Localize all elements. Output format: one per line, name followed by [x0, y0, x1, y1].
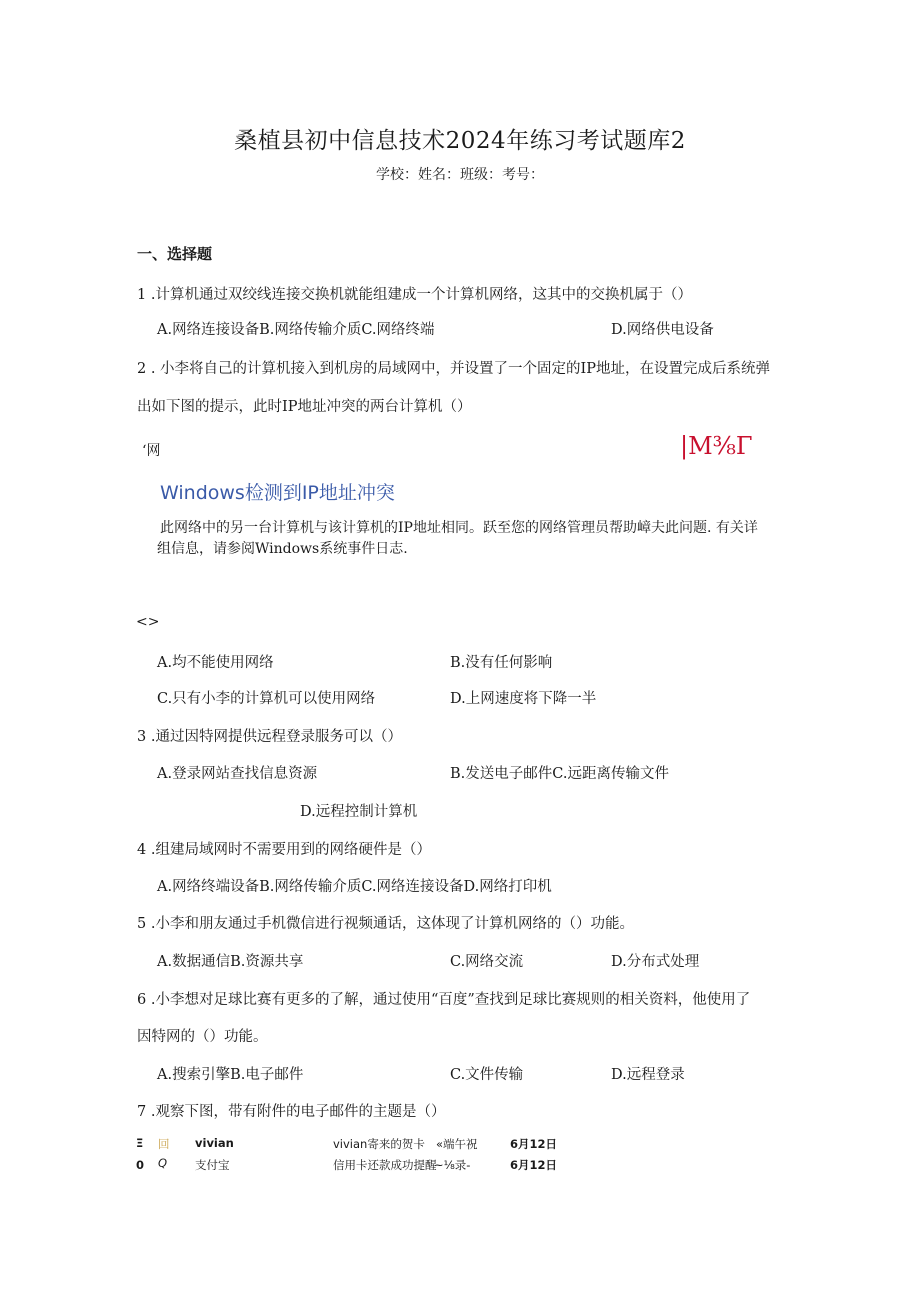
question-1-option-d: D.网络供电设备	[611, 322, 714, 338]
mail-row-2-subject: 信用卡还款成功提醒	[333, 1158, 437, 1172]
ip-conflict-body-line1: 此网络中的另一台计算机与该计算机的IP地址相同。跃至您的网络管理员帮助嶂夫此问题. 有关详	[160, 520, 758, 536]
mail-row-2-sender: 支付宝	[195, 1158, 230, 1172]
warning-mark: |M⅜Γ	[680, 432, 753, 460]
question-3-options-bc: B.发送电子邮件C.远距离传输文件	[450, 766, 669, 782]
question-5-option-d: D.分布式处理	[611, 954, 700, 970]
question-1-options-abc: A.网络连接设备B.网络传输介质C.网络终端	[157, 322, 435, 338]
question-2-option-c: C.只有小李的计算机可以使用网络	[157, 691, 376, 707]
question-5-option-c: C.网络交流	[450, 954, 524, 970]
student-info-line: 学校：姓名：班级：考号：	[376, 167, 544, 183]
question-6-stem-line1: 6 .小李想对足球比赛有更多的了解，通过使用“百度”查找到足球比赛规则的相关资料，他使用了	[137, 992, 751, 1008]
question-5-stem: 5 .小李和朋友通过手机微信进行视频通话，这体现了计算机网络的（）功能。	[137, 916, 634, 932]
question-3-option-a: A.登录网站查找信息资源	[157, 766, 318, 782]
question-5-options-ab: A.数据通信B.资源共享	[157, 954, 304, 970]
ip-conflict-heading: Windows检测到IP地址冲突	[160, 482, 395, 504]
question-6-stem-line2: 因特网的（）功能。	[137, 1029, 268, 1045]
question-6-option-d: D.远程登录	[611, 1067, 685, 1083]
mail-row-1-tag: «端午祝	[436, 1137, 478, 1151]
question-2-stem-line1: 2 . 小李将自己的计算机接入到机房的局域网中，并设置了一个固定的IP地址，在设置完成后系统弹	[137, 361, 771, 377]
question-4-options: A.网络终端设备B.网络传输介质C.网络连接设备D.网络打印机	[157, 879, 552, 895]
attachment-icon: 回	[158, 1137, 170, 1151]
question-4-stem: 4 .组建局域网时不需要用到的网络硬件是（）	[137, 842, 431, 858]
question-2-option-d: D.上网速度将下降一半	[450, 691, 597, 707]
ip-conflict-body-line2: 组信息，请参阅Windows系统事件日志.	[157, 541, 408, 557]
mail-row-1-sender: vivian	[195, 1136, 234, 1150]
network-corner-label: ‘网	[142, 443, 161, 459]
question-1-stem: 1 .计算机通过双绞线连接交换机就能组建成一个计算机网络，这其中的交换机属于（）	[137, 287, 692, 303]
mail-row-2-tag: ~⅛录-	[434, 1158, 471, 1172]
question-6-option-c: C.文件传输	[450, 1067, 524, 1083]
question-2-option-a: A.均不能使用网络	[157, 655, 274, 671]
question-7-stem: 7 .观察下图，带有附件的电子邮件的主题是（）	[137, 1104, 446, 1120]
search-icon: Q	[158, 1156, 168, 1170]
arrows-icon: <>	[136, 614, 160, 630]
mail-row-1-subject: vivian寄来的贺卡	[333, 1137, 425, 1151]
question-2-stem-line2: 出如下图的提示，此时IP地址冲突的两台计算机（）	[137, 399, 472, 415]
section-heading: 一、选择题	[137, 245, 213, 263]
page-title: 桑植县初中信息技术2024年练习考试题库2	[234, 128, 686, 154]
mail-row-2-mark: 0	[136, 1158, 145, 1172]
question-2-option-b: B.没有任何影响	[450, 655, 553, 671]
mail-row-1-date: 6月12日	[510, 1137, 558, 1151]
question-3-stem: 3 .通过因特网提供远程登录服务可以（）	[137, 729, 402, 745]
mail-row-2-date: 6月12日	[510, 1158, 558, 1172]
mail-row-1-mark: Ξ	[136, 1136, 144, 1150]
question-6-options-ab: A.搜索引擎B.电子邮件	[157, 1067, 304, 1083]
question-3-option-d: D.远程控制计算机	[300, 804, 418, 820]
